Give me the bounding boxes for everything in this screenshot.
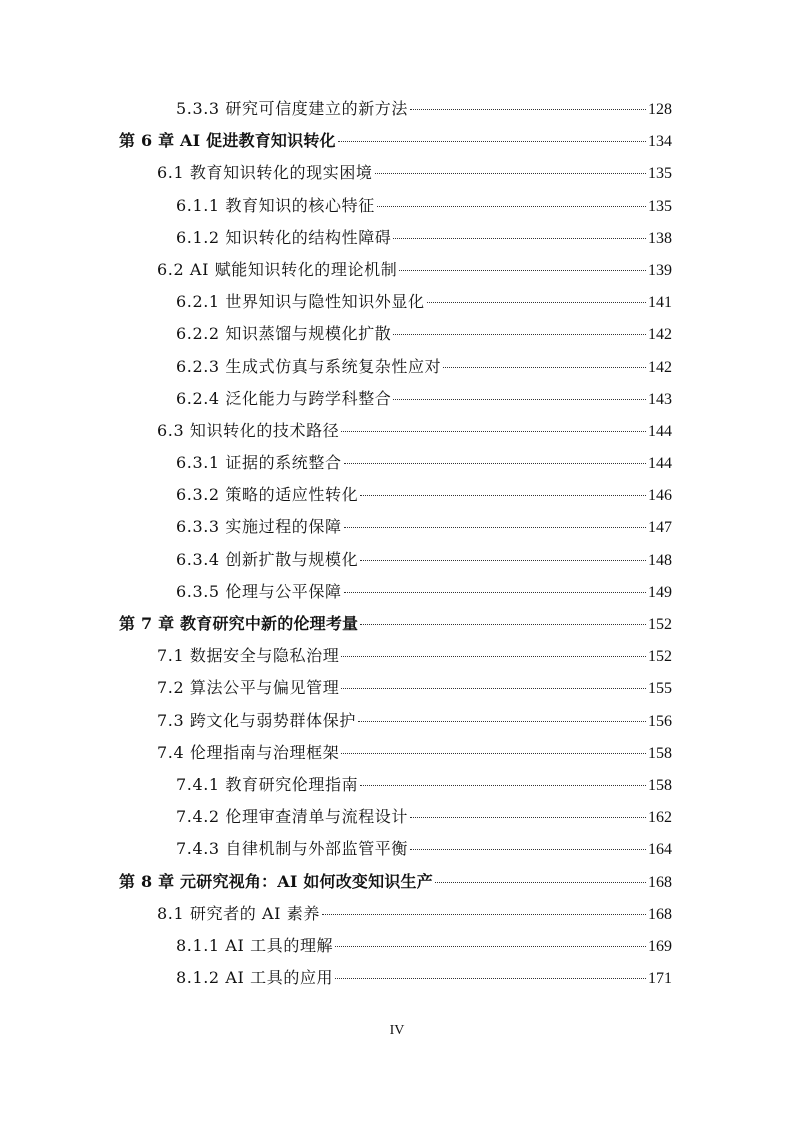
toc-entry-page: 138: [648, 229, 672, 247]
toc-entry-page: 146: [648, 487, 672, 505]
toc-entry-page: 139: [648, 261, 672, 279]
dot-leader: [341, 656, 646, 657]
toc-chapter-entry[interactable]: [0, 863, 794, 895]
dot-leader: [393, 334, 646, 335]
dot-leader: [443, 367, 646, 368]
dot-leader: [341, 688, 646, 689]
toc-entry[interactable]: [0, 154, 794, 186]
toc-entry-title: 5.3.3 研究可信度建立的新方法: [176, 99, 408, 118]
toc-entry-title: 6.1.1 教育知识的核心特征: [176, 195, 375, 215]
toc-entry-page: 169: [648, 937, 672, 955]
toc-entry-title: 6.1.2 知识转化的结构性障碍: [176, 227, 392, 247]
toc-entry[interactable]: [0, 573, 794, 605]
toc-entry-title: 6.3.2 策略的适应性转化: [176, 485, 359, 505]
toc-chapter-entry[interactable]: [0, 122, 794, 154]
toc-entry-page: 171: [648, 970, 672, 988]
toc-entry-title: 7.4.3 自律机制与外部监管平衡: [176, 839, 408, 859]
toc-entry-page: 148: [648, 551, 672, 569]
toc-entry-page: 158: [648, 744, 672, 762]
toc-chapter-entry[interactable]: [0, 605, 794, 637]
toc-entry-page: 155: [648, 680, 672, 698]
toc-entry[interactable]: [0, 669, 794, 701]
toc-entry-title: 6.2.1 世界知识与隐性知识外显化: [176, 292, 425, 312]
dot-leader: [393, 399, 646, 400]
toc-entry[interactable]: [0, 283, 794, 315]
toc-entry-page: 142: [648, 326, 672, 344]
toc-entry-title: 6.1 教育知识转化的现实困境: [157, 163, 373, 183]
toc-entry[interactable]: [0, 476, 794, 508]
toc-entry-title: 7.4 伦理指南与治理框架: [157, 742, 340, 762]
toc-entry-page: 147: [648, 519, 672, 537]
toc-entry[interactable]: [0, 927, 794, 959]
toc-entry[interactable]: [0, 315, 794, 347]
toc-entry-title: 6.3.4 创新扩散与规模化: [176, 549, 359, 569]
page-number: IV: [389, 1023, 405, 1038]
dot-leader: [410, 849, 646, 850]
toc-entry-title: 6.2.4 泛化能力与跨学科整合: [176, 388, 392, 408]
toc-entry-title: 6.2 AI 赋能知识转化的理论机制: [157, 259, 398, 279]
toc-entry[interactable]: [0, 830, 794, 862]
toc-entry-page: 162: [648, 809, 672, 827]
toc-entry-page: 144: [648, 422, 672, 440]
toc-entry-title: 第 6 章 AI 促进教育知识转化: [119, 131, 336, 151]
toc-entry-page: 152: [648, 648, 672, 666]
dot-leader: [410, 109, 646, 110]
dot-leader: [393, 238, 646, 239]
toc-entry-page: 168: [648, 873, 672, 891]
toc-entry[interactable]: [0, 90, 794, 122]
toc-entry-title: 7.1 数据安全与隐私治理: [157, 646, 340, 666]
dot-leader: [344, 592, 646, 593]
table-of-contents: [0, 90, 794, 991]
toc-entry[interactable]: [0, 959, 794, 991]
toc-entry[interactable]: [0, 508, 794, 540]
dot-leader: [344, 463, 646, 464]
dot-leader: [377, 206, 646, 207]
dot-leader: [360, 495, 646, 496]
toc-entry[interactable]: [0, 541, 794, 573]
toc-entry[interactable]: [0, 798, 794, 830]
toc-entry-title: 6.3.5 伦理与公平保障: [176, 581, 342, 601]
toc-entry-title: 8.1.2 AI 工具的应用: [176, 968, 334, 988]
dot-leader: [410, 817, 646, 818]
toc-entry-page: 149: [648, 583, 672, 601]
toc-entry[interactable]: [0, 702, 794, 734]
toc-entry-title: 6.3 知识转化的技术路径: [157, 420, 340, 440]
dot-leader: [341, 753, 646, 754]
dot-leader: [360, 560, 646, 561]
dot-leader: [360, 785, 646, 786]
toc-entry-title: 7.3 跨文化与弱势群体保护: [157, 710, 356, 730]
toc-entry-page: 135: [648, 197, 672, 215]
toc-entry-title: 7.4.1 教育研究伦理指南: [176, 774, 359, 794]
dot-leader: [341, 431, 646, 432]
toc-entry-title: 8.1 研究者的 AI 素养: [157, 903, 320, 923]
toc-entry[interactable]: [0, 380, 794, 412]
toc-entry-page: 156: [648, 712, 672, 730]
toc-entry-page: 152: [648, 616, 672, 633]
toc-entry-page: 168: [648, 905, 672, 923]
toc-entry[interactable]: [0, 219, 794, 251]
dot-leader: [344, 527, 646, 528]
toc-entry-title: 7.4.2 伦理审查清单与流程设计: [176, 807, 408, 827]
dot-leader: [435, 882, 646, 883]
toc-entry-page: 164: [648, 841, 672, 859]
toc-entry-page: 142: [648, 358, 672, 376]
dot-leader: [335, 978, 646, 979]
toc-entry-title: 7.2 算法公平与偏见管理: [157, 678, 340, 698]
toc-entry-title: 8.1.1 AI 工具的理解: [176, 935, 334, 955]
toc-entry-title: 6.2.2 知识蒸馏与规模化扩散: [176, 324, 392, 344]
toc-entry-title: 6.3.1 证据的系统整合: [176, 453, 342, 473]
toc-entry-page: 143: [648, 390, 672, 408]
toc-entry[interactable]: [0, 734, 794, 766]
dot-leader: [375, 173, 646, 174]
toc-entry-page: 141: [648, 294, 672, 312]
toc-entry[interactable]: [0, 187, 794, 219]
dot-leader: [399, 270, 646, 271]
toc-entry-page: 158: [648, 776, 672, 794]
toc-entry-title: 6.2.3 生成式仿真与系统复杂性应对: [176, 356, 442, 376]
toc-entry[interactable]: [0, 444, 794, 476]
dot-leader: [322, 914, 646, 915]
dot-leader: [360, 624, 646, 625]
toc-entry-page: 144: [648, 455, 672, 473]
toc-entry[interactable]: [0, 637, 794, 669]
toc-entry-page: 134: [648, 133, 672, 151]
toc-entry-title: 第 8 章 元研究视角：AI 如何改变知识生产: [119, 871, 433, 891]
toc-entry-page: 135: [648, 165, 672, 183]
toc-entry[interactable]: [0, 412, 794, 444]
toc-entry-title: 6.3.3 实施过程的保障: [176, 517, 342, 537]
dot-leader: [335, 946, 646, 947]
toc-entry[interactable]: [0, 895, 794, 927]
toc-entry-page: 128: [648, 101, 672, 118]
toc-entry[interactable]: [0, 348, 794, 380]
dot-leader: [338, 141, 646, 142]
dot-leader: [358, 721, 646, 722]
dot-leader: [427, 302, 646, 303]
toc-entry-title: 第 7 章 教育研究中新的伦理考量: [119, 614, 359, 633]
toc-entry[interactable]: [0, 251, 794, 283]
toc-entry[interactable]: [0, 766, 794, 798]
